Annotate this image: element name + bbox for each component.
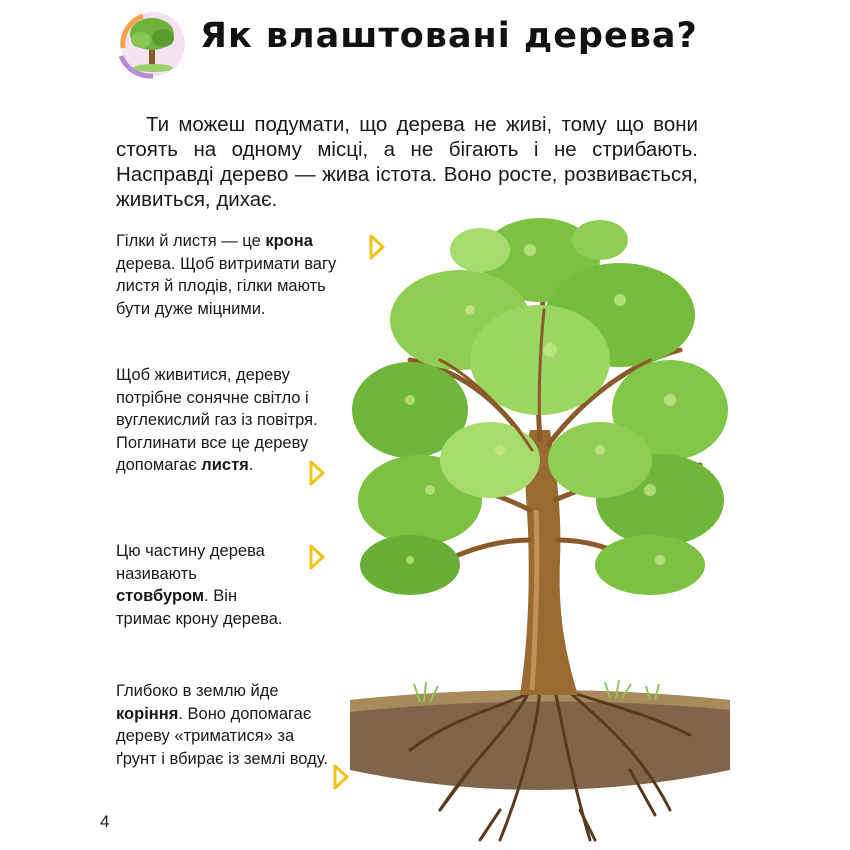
leaves-text-before: Щоб живитися, дереву потрібне сонячне світло і вуглекислий газ із повітря. Поглинати все це дереву допомагає [116, 366, 318, 474]
page-title: Як влаштовані дерева? [200, 16, 698, 56]
leaves-caption [116, 364, 341, 477]
roots-pointer-icon [333, 764, 349, 790]
intro-paragraph [116, 112, 698, 212]
trunk-text-after: . Він тримає крону дерева. [116, 587, 283, 628]
roots-caption [116, 680, 331, 770]
intro-text: Ти можеш подумати, що дерева не живі, тому що вони стоять на одному місці, а не бігають і не стрибають. Насправді дерево — жива істота. Воно росте, розвивається, живиться, дихає. [116, 113, 698, 211]
trunk-pointer-icon [309, 544, 325, 570]
trunk-term: стовбуром [116, 587, 205, 605]
trunk-caption [116, 540, 291, 630]
crown-term: крона [265, 232, 313, 250]
leaves-pointer-icon [309, 460, 325, 486]
crown-text-after: дерева. Щоб витримати вагу листя й плодів, гілки мають бути дуже міцними. [116, 254, 337, 318]
leaves-term: листя [201, 456, 249, 474]
page-number: 4 [100, 812, 110, 831]
roots-text-before: Глибоко в землю йде [116, 682, 279, 700]
trunk-text-before: Цю частину дерева називають [116, 542, 265, 583]
leaves-text-after: . [248, 456, 254, 474]
crown-text-before: Гілки й листя — це [116, 232, 266, 250]
roots-text-after: . Воно допомагає дереву «триматися» за ґрунт і вбирає із землі воду. [116, 704, 328, 768]
tree-icon [113, 8, 189, 80]
roots-term: коріння [116, 704, 179, 723]
tree-illustration [350, 210, 730, 850]
crown-caption [116, 230, 361, 320]
